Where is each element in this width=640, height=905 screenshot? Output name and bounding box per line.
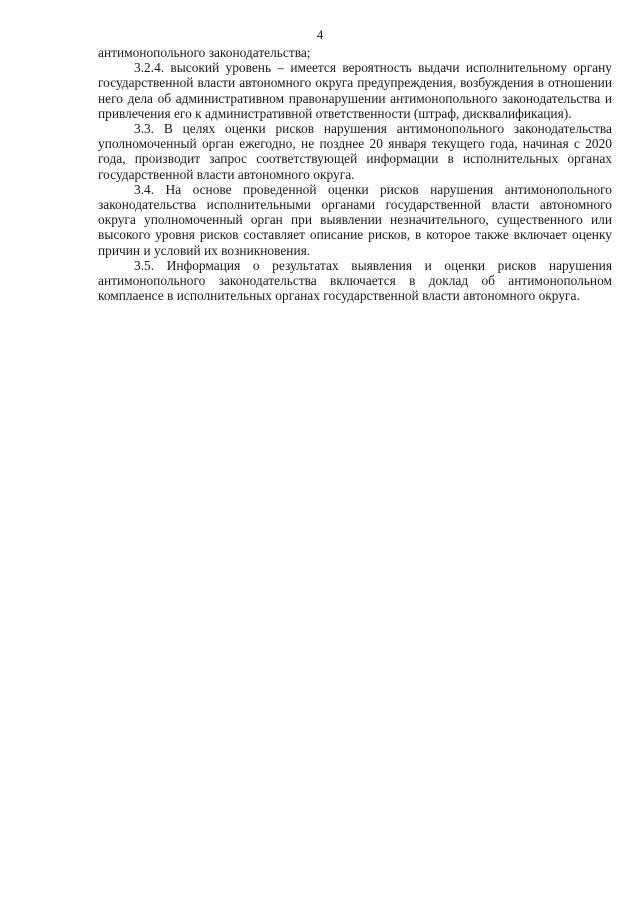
document-body — [98, 45, 612, 303]
paragraph-3-5: 3.5. Информация о результатах выявления и оценки рисков нарушения антимонопольного законодательства включается в доклад об антимонопольном комплаенсе в исполнительных органах государственной власти автономного округа. — [98, 257, 612, 304]
paragraph-3-2-4: 3.2.4. высокий уровень – имеется вероятность выдачи исполнительному органу государственной власти автономного округа предупреждения, возбуждения в отношении него дела об административном правонарушении антимонопольного законодательства и привлечения его к административной ответственности (штраф, дисквалификация). — [98, 60, 612, 121]
paragraph-3-3: 3.3. В целях оценки рисков нарушения антимонопольного законодательства уполномоченный орган ежегодно, не позднее 20 января текущего года, начиная с 2020 года, производит запрос соответствующей информации в исполнительных органах государственной власти автономного округа. — [98, 121, 612, 182]
paragraph-continuation: антимонопольного законодательства; — [98, 45, 311, 60]
page-number: 4 — [316, 27, 324, 42]
paragraph-3-4: 3.4. На основе проведенной оценки рисков нарушения антимонопольного законодательства исполнительными органами государственной власти автономного округа уполномоченный орган при выявлении незначительного, существенного или высокого уровня рисков составляет описание рисков, в которое также включает оценку причин и условий их возникновения. — [98, 181, 612, 258]
